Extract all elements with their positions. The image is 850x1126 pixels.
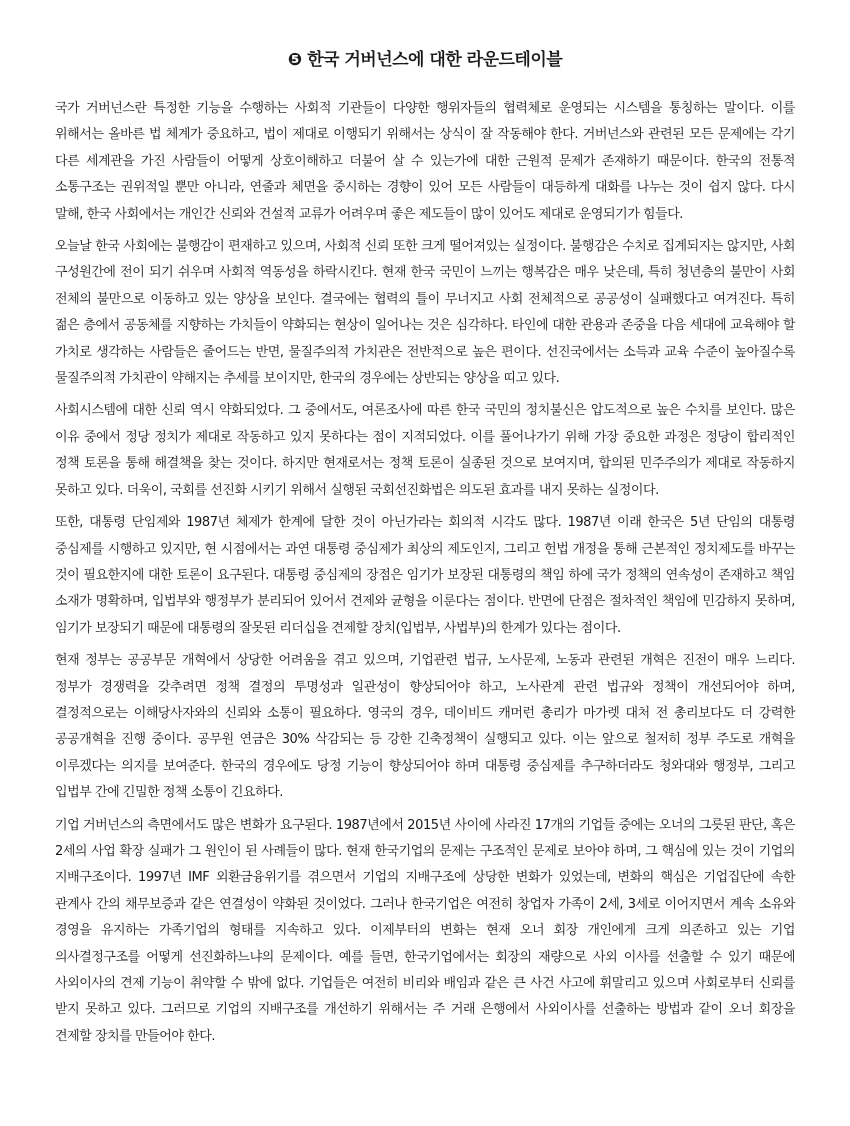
document-title: ❺ 한국 거버넌스에 대한 라운드테이블 xyxy=(287,50,563,70)
paragraph-5: 현재 정부는 공공부문 개혁에서 상당한 어려움을 겪고 있으며, 기업관련 법규, 노사문제, 노동과 관련된 개혁은 진전이 매우 느리다. 정부가 경쟁력을 갖추려면 정책 결정의 투명성과 일관성이 향상되어야 하고, 노사관계 관련 법규와 정책이 개선되어야 하며, 결정적으로는 이해당사자와의 신뢰와 소통이 필요하다. 영국의 경우, 데이비드 캐머런 총리가 마가렛 대처 전 총리보다도 더 강력한 공공개혁을 진행 중이다. 공무원 연금은 30% 삭감되는 등 강한 긴축정책이 실행되고 있다. 이는 앞으로 철저히 정부 주도로 개혁을 이루겠다는 의지를 보여준다. 한국의 경우에도 당정 기능이 향상되어야 하며 대통령 중심제를 추구하더라도 청와대와 행정부, 그리고 입법부 간에 긴밀한 정책 소통이 긴요하다. xyxy=(55,653,796,801)
paragraph-3: 사회시스템에 대한 신뢰 역시 약화되었다. 그 중에서도, 여론조사에 따른 한국 국민의 정치불신은 압도적으로 높은 수치를 보인다. 많은 이유 중에서 정당 정치가 제대로 작동하고 있지 못하다는 점이 지적되었다. 이를 풀어나가기 위해 가장 중요한 과정은 정당이 합리적인 정책 토론을 통해 해결책을 찾는 것이다. 하지만 현재로서는 정책 토론이 실종된 것으로 보여지며, 합의된 민주주의가 제대로 작동하지 못하고 있다. 더욱이, 국회를 선진화 시키기 위해서 실행된 국회선진화법은 의도된 효과를 내지 못하는 실정이다. xyxy=(55,403,795,498)
document-page xyxy=(55,44,795,1056)
paragraph-1: 국가 거버넌스란 특정한 기능을 수행하는 사회적 기관들이 다양한 행위자들의 협력체로 운영되는 시스템을 통칭하는 말이다. 이를 위해서는 올바른 법 체계가 중요하고, 법이 제대로 이행되기 위해서는 상식이 잘 작동해야 한다. 거버넌스와 관련된 모든 문제에는 각기 다른 세계관을 가진 사람들이 어떻게 상호이해하고 더불어 살 수 있는가에 대한 근원적 문제가 존재하기 때문이다. 한국의 전통적 소통구조는 권위적일 뿐만 아니라, 연줄과 체면을 중시하는 경향이 있어 모든 사람들이 대등하게 대화를 나누는 것이 쉽지 않다. 다시 말해, 한국 사회에서는 개인간 신뢰와 건설적 교류가 어려우며 좋은 제도들이 많이 있어도 제대로 운영되기가 힘들다. xyxy=(55,101,795,222)
paragraph-6: 기업 거버넌스의 측면에서도 많은 변화가 요구된다. 1987년에서 2015년 사이에 사라진 17개의 기업들 중에는 오너의 그릇된 판단, 혹은 2세의 사업 확장 실패가 그 원인이 된 사례들이 많다. 현재 한국기업의 문제는 구조적인 문제로 보아야 하며, 그 핵심에 있는 것이 기업의 지배구조이다. 1997년 IMF 외환금융위기를 겪으면서 기업의 지배구조에 상당한 변화가 있었는데, 변화의 핵심은 기업집단에 속한 관계사 간의 채무보증과 같은 연결성이 약화된 것이었다. 그러나 한국기업은 여전히 창업자 가족이 2세, 3세로 이어지면서 계속 소유와 경영을 유지하는 가족기업의 형태를 지속하고 있다. 이제부터의 변화는 현재 오너 회장 개인에게 크게 의존하고 있는 기업 의사결정구조를 어떻게 선진화하느냐의 문제이다. 예를 들면, 한국기업에서는 회장의 재량으로 사외 이사를 선출할 수 있기 때문에 사외이사의 견제 기능이 취약할 수 밖에 없다. 기업들은 여전히 비리와 배임과 같은 큰 사건 사고에 휘말리고 있으며 사회로부터 신뢰를 받지 못하고 있다. 그러므로 기업의 지배구조를 개선하기 위해서는 주 거래 은행에서 사외이사를 선출하는 방법과 같이 오너 회장을 견제할 장치를 만들어야 한다. xyxy=(55,817,795,1044)
paragraph-2: 오늘날 한국 사회에는 불행감이 편재하고 있으며, 사회적 신뢰 또한 크게 떨어져있는 실정이다. 불행감은 수치로 집계되지는 않지만, 사회 구성원간에 전이 되기 쉬우며 사회적 역동성을 하락시킨다. 현재 한국 국민이 느끼는 행복감은 매우 낮은데, 특히 청년층의 불만이 사회 전체의 불만으로 이동하고 있는 양상을 보인다. 결국에는 협력의 틀이 무너지고 사회 전체적으로 공공성이 실패했다고 여겨진다. 특히 젊은 층에서 공동체를 지향하는 가치들이 약화되는 현상이 일어나는 것은 심각하다. 타인에 대한 관용과 존중을 다음 세대에 교육해야 할 가치로 생각하는 사람들은 줄어드는 반면, 물질주의적 가치관은 전반적으로 높은 편이다. 선진국에서는 소득과 교육 수준이 높아질수록 물질주의적 가치관이 약해지는 추세를 보이지만, 한국의 경우에는 상반되는 양상을 띠고 있다. xyxy=(55,239,795,387)
paragraph-4: 또한, 대통령 단임제와 1987년 체제가 한계에 달한 것이 아닌가라는 회의적 시각도 많다. 1987년 이래 한국은 5년 단임의 대통령 중심제를 시행하고 있지만, 현 시점에서는 과연 대통령 중심제가 최상의 제도인지, 그리고 헌법 개정을 통해 근본적인 정치제도를 바꾸는 것이 필요한지에 대한 토론이 요구된다. 대통령 중심제의 장점은 임기가 보장된 대통령의 책임 하에 국가 정책의 연속성이 존재하고 책임 소재가 명확하며, 입법부와 행정부가 분리되어 있어서 견제와 균형을 이룬다는 점이다. 반면에 단점은 절차적인 책임에 민감하지 못하며, 임기가 보장되기 때문에 대통령의 잘못된 리더십을 견제할 장치(입법부, 사법부)의 한계가 있다는 점이다. xyxy=(55,515,795,636)
